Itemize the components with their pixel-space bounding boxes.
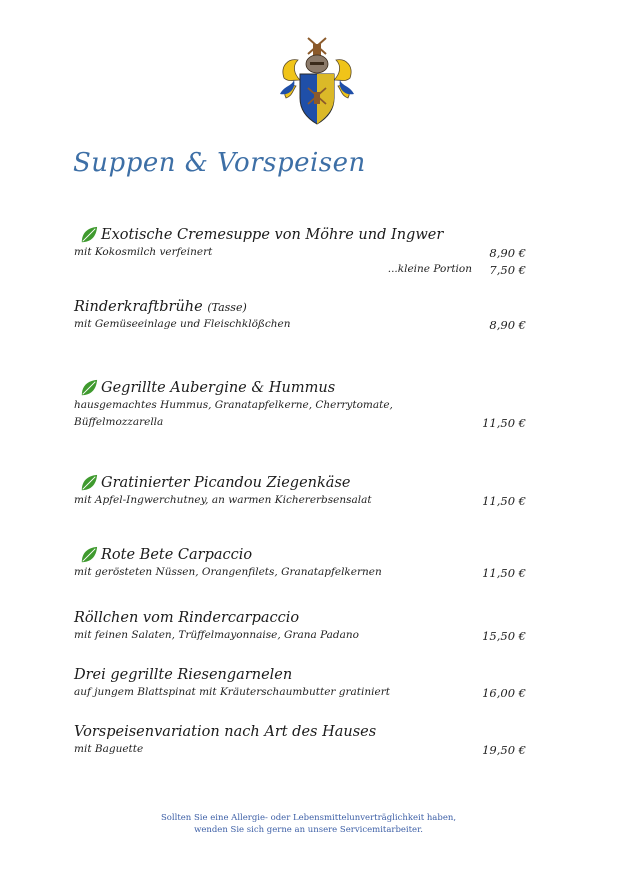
dish-description: mit Baguette <box>74 743 144 755</box>
dish-description: mit feinen Salaten, Trüffelmayonnaise, Grana Padano <box>74 629 359 641</box>
small-portion-price: 7,50 € <box>489 263 526 277</box>
menu-item <box>74 224 526 280</box>
dish-price: 11,50 € <box>482 416 526 430</box>
dish-name: Gegrillte Aubergine & Hummus <box>101 380 336 396</box>
dish-name: Exotische Cremesuppe von Möhre und Ingwer <box>101 227 444 243</box>
dish-price: 11,50 € <box>482 494 526 508</box>
vegetarian-leaf-icon <box>80 379 98 397</box>
dish-name-suffix: (Tasse) <box>207 301 247 314</box>
dish-name: Röllchen vom Rindercarpaccio <box>74 610 300 626</box>
dish-price: 8,90 € <box>489 318 526 332</box>
dish-description: mit Apfel-Ingwerchutney, an warmen Kichererbsensalat <box>74 494 372 506</box>
dish-price: 8,90 € <box>489 246 526 260</box>
dish-price: 19,50 € <box>482 743 526 757</box>
menu-item <box>74 721 526 760</box>
dish-name: Drei gegrillte Riesengarnelen <box>74 667 293 683</box>
menu-item <box>74 377 526 433</box>
dish-name: Gratinierter Picandou Ziegenkäse <box>101 475 351 491</box>
small-portion-label: ...kleine Portion <box>387 263 472 275</box>
menu-item <box>74 544 526 583</box>
dish-description: mit gerösteten Nüssen, Orangenfilets, Granatapfelkernen <box>74 566 382 578</box>
menu-item <box>74 472 526 511</box>
dish-price: 16,00 € <box>482 686 526 700</box>
dish-price: 11,50 € <box>482 566 526 580</box>
dish-name: Rote Bete Carpaccio <box>101 547 253 563</box>
coat-of-arms-logo <box>278 36 356 128</box>
dish-name: Vorspeisenvariation nach Art des Hauses <box>74 724 377 740</box>
menu-item <box>74 607 526 646</box>
menu-item <box>74 664 526 703</box>
allergy-notice-line2: wenden Sie sich gerne an unsere Servicemitarbeiter. <box>194 825 423 835</box>
dish-description-line2: Büffelmozzarella <box>74 416 164 428</box>
dish-name: Rinderkraftbrühe (Tasse) <box>74 299 247 315</box>
allergy-notice-line1: Sollten Sie eine Allergie- oder Lebensmittelunverträglichkeit haben, <box>160 813 457 823</box>
vegetarian-leaf-icon <box>80 546 98 564</box>
allergy-notice <box>0 812 617 836</box>
dish-description: auf jungem Blattspinat mit Kräuterschaumbutter gratiniert <box>74 686 390 698</box>
dish-description: mit Kokosmilch verfeinert <box>74 246 213 258</box>
vegetarian-leaf-icon <box>80 226 98 244</box>
dish-price: 15,50 € <box>482 629 526 643</box>
vegetarian-leaf-icon <box>80 474 98 492</box>
section-title: Suppen & Vorspeisen <box>73 148 366 178</box>
dish-description: hausgemachtes Hummus, Granatapfelkerne, Cherrytomate, <box>74 399 393 411</box>
dish-description: mit Gemüseeinlage und Fleischklößchen <box>74 318 291 330</box>
menu-item <box>74 296 526 335</box>
